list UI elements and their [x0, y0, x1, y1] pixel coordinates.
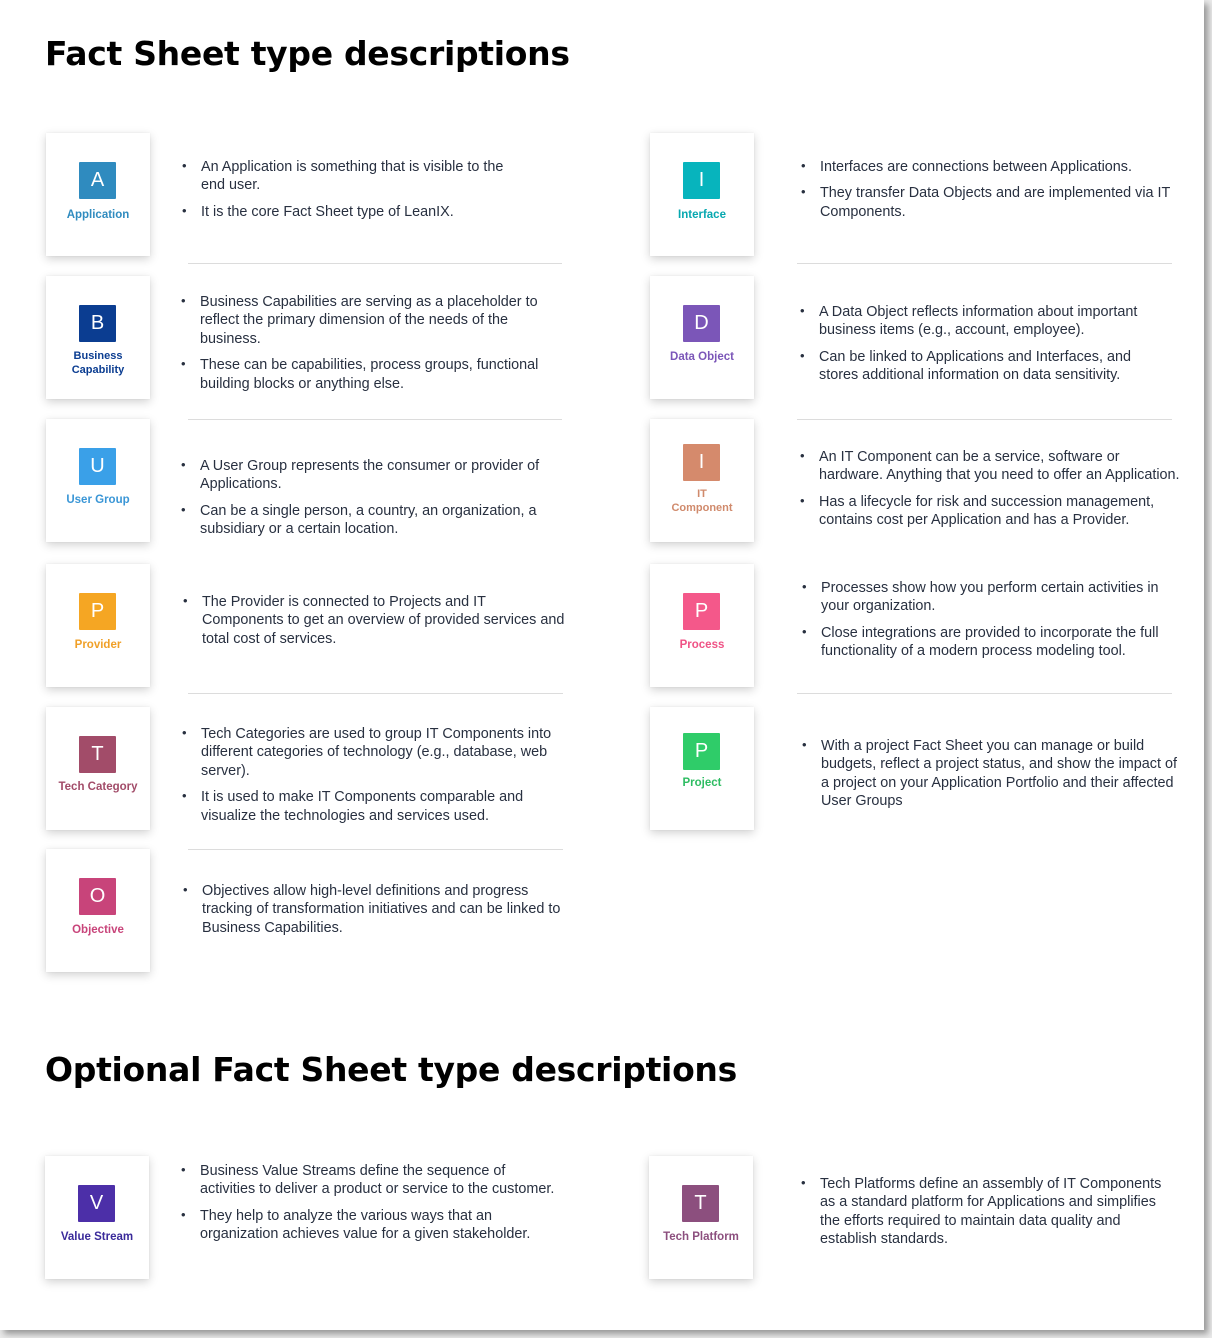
card-label-user-group: User Group: [66, 494, 130, 506]
bullet-item: • An Application is something that is visible to the end user.: [182, 158, 512, 195]
divider: [188, 693, 563, 694]
bullet-item: • Tech Categories are used to group IT Components into different categories of technology (e.g., database, web server).: [182, 725, 557, 780]
divider: [797, 693, 1172, 694]
card-application: [46, 133, 150, 256]
bullet-item: • It is the core Fact Sheet type of LeanIX.: [182, 203, 512, 221]
card-label-it-component: IT Component: [671, 488, 733, 514]
divider: [188, 849, 563, 850]
description-user-group: [181, 457, 556, 547]
description-it-component: [800, 448, 1180, 538]
bullet-item: • Business Capabilities are serving as a placeholder to reflect the primary dimension of the needs of the business.: [181, 293, 556, 348]
objective-icon: O: [79, 878, 116, 915]
card-it-component: [650, 419, 754, 542]
card-provider: [46, 564, 150, 687]
card-label-interface: Interface: [678, 209, 726, 221]
card-label-objective: Objective: [72, 924, 124, 936]
description-tech-category: [182, 725, 557, 833]
card-label-tech-category: Tech Category: [58, 781, 138, 793]
card-label-process: Process: [679, 639, 725, 651]
divider: [797, 419, 1172, 420]
bullet-item: • They transfer Data Objects and are implemented via IT Components.: [801, 184, 1173, 221]
card-label-value-stream: Value Stream: [60, 1231, 134, 1243]
project-icon: P: [683, 733, 720, 770]
application-icon: A: [79, 162, 116, 199]
business-capability-icon: B: [79, 305, 116, 342]
bullet-item: • It is used to make IT Components comparable and visualize the technologies and services used.: [182, 788, 557, 825]
description-tech-platform: [801, 1175, 1176, 1257]
tech-platform-icon: T: [682, 1185, 719, 1222]
divider: [188, 419, 562, 420]
bullet-item: • Has a lifecycle for risk and succession management, contains cost per Application and has a Provider.: [800, 493, 1180, 530]
bullet-item: • Interfaces are connections between Applications.: [801, 158, 1173, 176]
value-stream-icon: V: [78, 1185, 115, 1222]
bullet-item: • With a project Fact Sheet you can manage or build budgets, reflect a project status, and show the impact of a project on your Application Portfolio and their affected User Groups: [802, 737, 1177, 811]
card-tech-category: [46, 707, 150, 830]
card-tech-platform: [649, 1156, 753, 1279]
description-value-stream: [181, 1162, 556, 1252]
bullet-item: • These can be capabilities, process groups, functional building blocks or anything else.: [181, 356, 556, 393]
description-objective: [183, 882, 561, 945]
card-label-application: Application: [66, 209, 130, 221]
tech-category-icon: T: [79, 736, 116, 773]
card-interface: [650, 133, 754, 256]
card-user-group: [46, 419, 150, 542]
bullet-item: • Can be a single person, a country, an organization, a subsidiary or a certain location.: [181, 502, 556, 539]
bullet-item: • Close integrations are provided to incorporate the full functionality of a modern process modeling tool.: [802, 624, 1180, 661]
bullet-item: • An IT Component can be a service, software or hardware. Anything that you need to offer an Application.: [800, 448, 1180, 485]
card-label-business-capability: Business Capability: [71, 350, 125, 376]
divider: [188, 263, 562, 264]
bullet-item: • Tech Platforms define an assembly of IT Components as a standard platform for Applications and simplifies the efforts required to maintain data quality and establish standards.: [801, 1175, 1176, 1249]
data-object-icon: D: [683, 305, 720, 342]
description-provider: [183, 593, 568, 656]
card-data-object: [650, 276, 754, 399]
card-label-tech-platform: Tech Platform: [663, 1231, 739, 1243]
card-project: [650, 707, 754, 830]
divider: [797, 263, 1172, 264]
user-group-icon: U: [79, 448, 116, 485]
interface-icon: I: [683, 162, 720, 199]
description-data-object: [800, 303, 1172, 393]
description-interface: [801, 158, 1173, 229]
card-label-provider: Provider: [74, 639, 122, 651]
bullet-item: • The Provider is connected to Projects and IT Components to get an overview of provided services and total cost of services.: [183, 593, 568, 648]
optional-section-title: Optional Fact Sheet type descriptions: [45, 1050, 737, 1089]
it-component-icon: I: [683, 444, 720, 481]
bullet-item: • Processes show how you perform certain activities in your organization.: [802, 579, 1180, 616]
main-section-title: Fact Sheet type descriptions: [45, 34, 570, 73]
bullet-item: • Can be linked to Applications and Interfaces, and stores additional information on data sensitivity.: [800, 348, 1172, 385]
provider-icon: P: [79, 593, 116, 630]
description-business-capability: [181, 293, 556, 401]
process-icon: P: [683, 593, 720, 630]
card-value-stream: [45, 1156, 149, 1279]
description-project: [802, 737, 1177, 819]
bullet-item: • Objectives allow high-level definitions and progress tracking of transformation initiatives and can be linked to Business Capabilities.: [183, 882, 561, 937]
card-label-project: Project: [682, 777, 722, 789]
card-label-data-object: Data Object: [670, 351, 734, 363]
bullet-item: • A Data Object reflects information about important business items (e.g., account, employee).: [800, 303, 1172, 340]
bullet-item: • They help to analyze the various ways that an organization achieves value for a given stakeholder.: [181, 1207, 556, 1244]
card-objective: [46, 849, 150, 972]
bullet-item: • A User Group represents the consumer or provider of Applications.: [181, 457, 556, 494]
description-process: [802, 579, 1180, 669]
card-business-capability: [46, 276, 150, 399]
description-application: [182, 158, 512, 229]
bullet-item: • Business Value Streams define the sequence of activities to deliver a product or service to the customer.: [181, 1162, 556, 1199]
card-process: [650, 564, 754, 687]
